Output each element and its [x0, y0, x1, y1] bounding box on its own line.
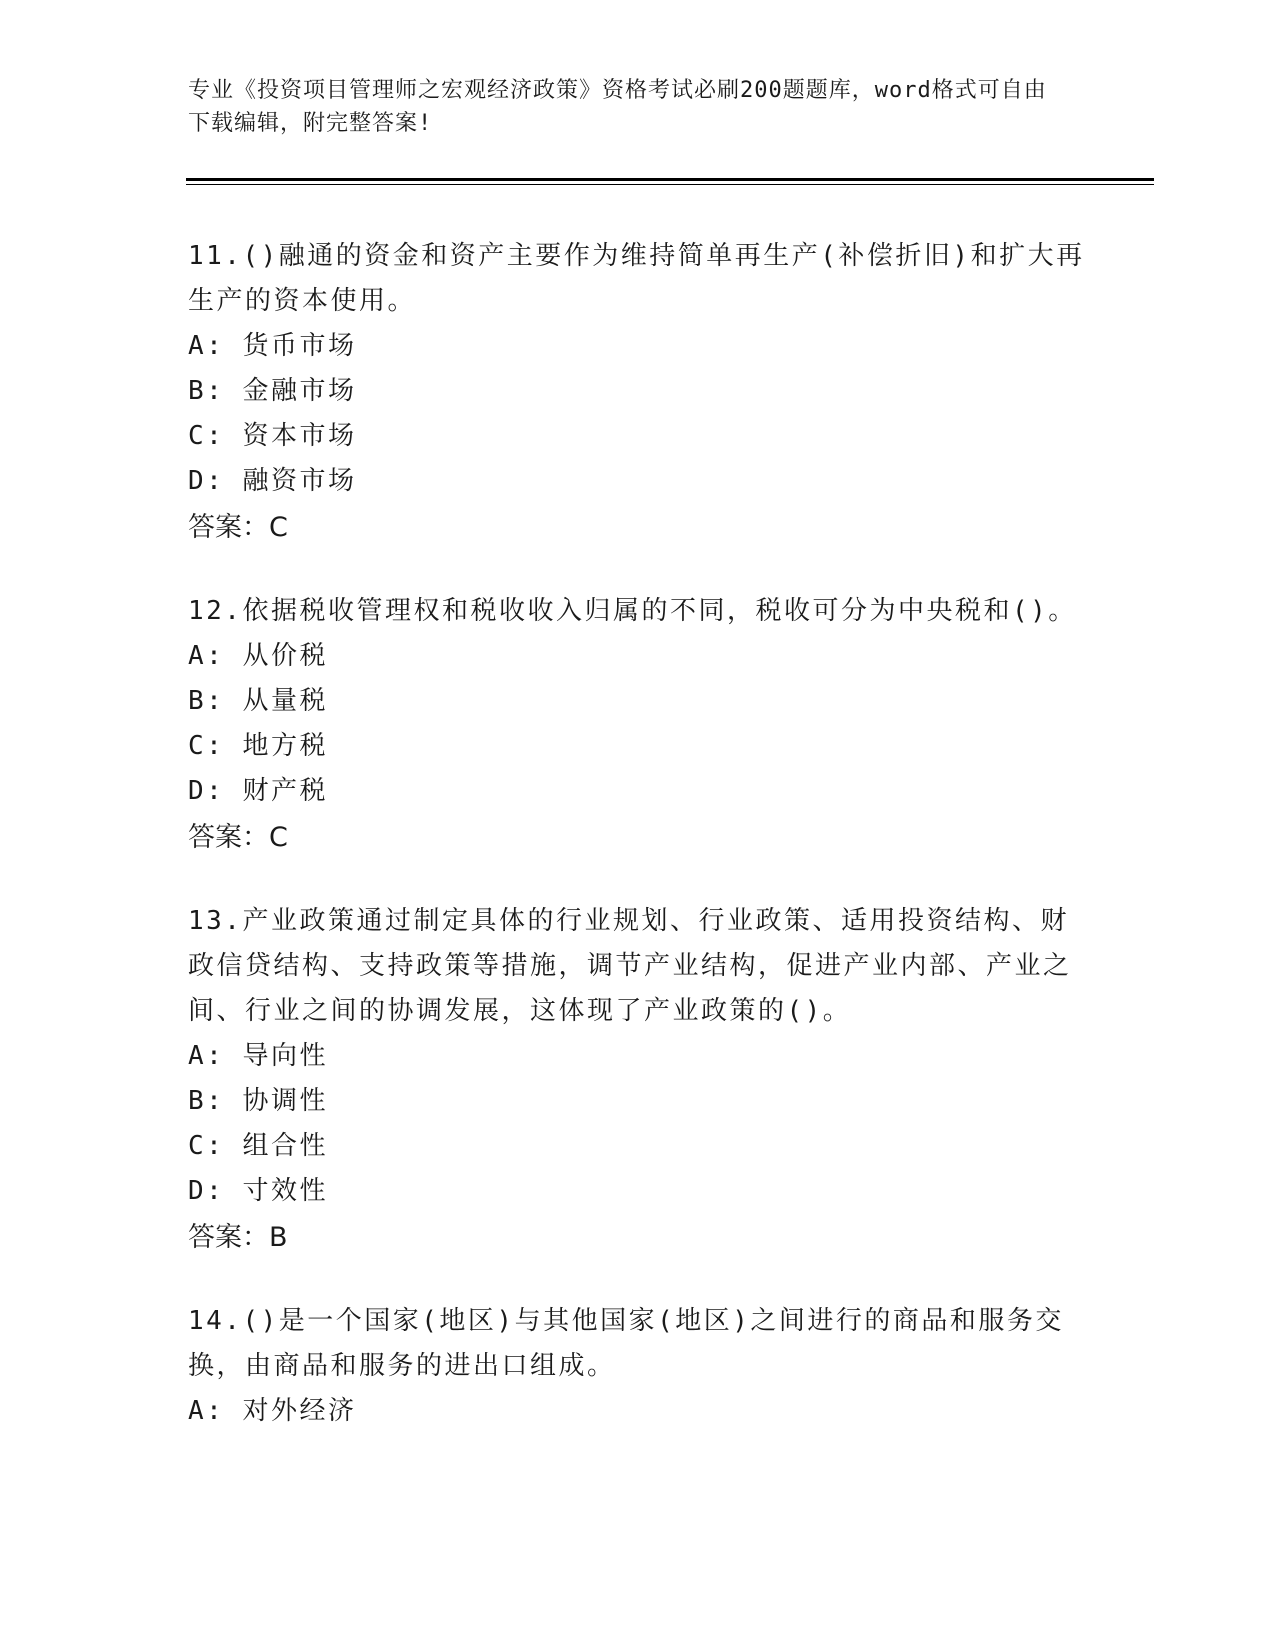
option-b: B: 从量税: [188, 686, 328, 716]
question-text: 13.产业政策通过制定具体的行业规划、行业政策、适用投资结构、财政信贷结构、支持政策等措施，调节产业结构，促进产业内部、产业之间、行业之间的协调发展，这体现了产业政策的()。: [188, 906, 1072, 1026]
answer-line: 答案：C: [188, 512, 288, 543]
option-b: B: 协调性: [188, 1086, 328, 1116]
answer-line: 答案：C: [188, 822, 288, 853]
option-b: B: 金融市场: [188, 376, 357, 406]
question-13: [188, 899, 1088, 1261]
option-d: D: 财产税: [188, 776, 328, 806]
question-text: 12.依据税收管理权和税收收入归属的不同，税收可分为中央税和()。: [188, 596, 1077, 626]
question-11: [188, 234, 1088, 551]
header-divider-thick: [186, 178, 1154, 181]
question-text: 11.()融通的资金和资产主要作为维持简单再生产(补偿折旧)和扩大再生产的资本使用。: [188, 241, 1085, 316]
option-d: D: 寸效性: [188, 1176, 328, 1206]
question-14: [188, 1299, 1088, 1434]
option-a: A: 货币市场: [188, 331, 357, 361]
option-c: C: 资本市场: [188, 421, 357, 451]
option-a: A: 对外经济: [188, 1396, 357, 1426]
document-header: 专业《投资项目管理师之宏观经济政策》资格考试必刷200题题库，word格式可自由下载编辑，附完整答案!: [188, 78, 1047, 136]
option-c: C: 组合性: [188, 1131, 328, 1161]
question-text: 14.()是一个国家(地区)与其他国家(地区)之间进行的商品和服务交换，由商品和服务的进出口组成。: [188, 1306, 1064, 1381]
option-a: A: 从价税: [188, 641, 328, 671]
header-divider-thin: [186, 184, 1154, 185]
question-12: [188, 589, 1088, 861]
option-a: A: 导向性: [188, 1041, 328, 1071]
option-d: D: 融资市场: [188, 466, 357, 496]
question-list: [188, 234, 1088, 1472]
option-c: C: 地方税: [188, 731, 328, 761]
answer-line: 答案：B: [188, 1222, 288, 1253]
